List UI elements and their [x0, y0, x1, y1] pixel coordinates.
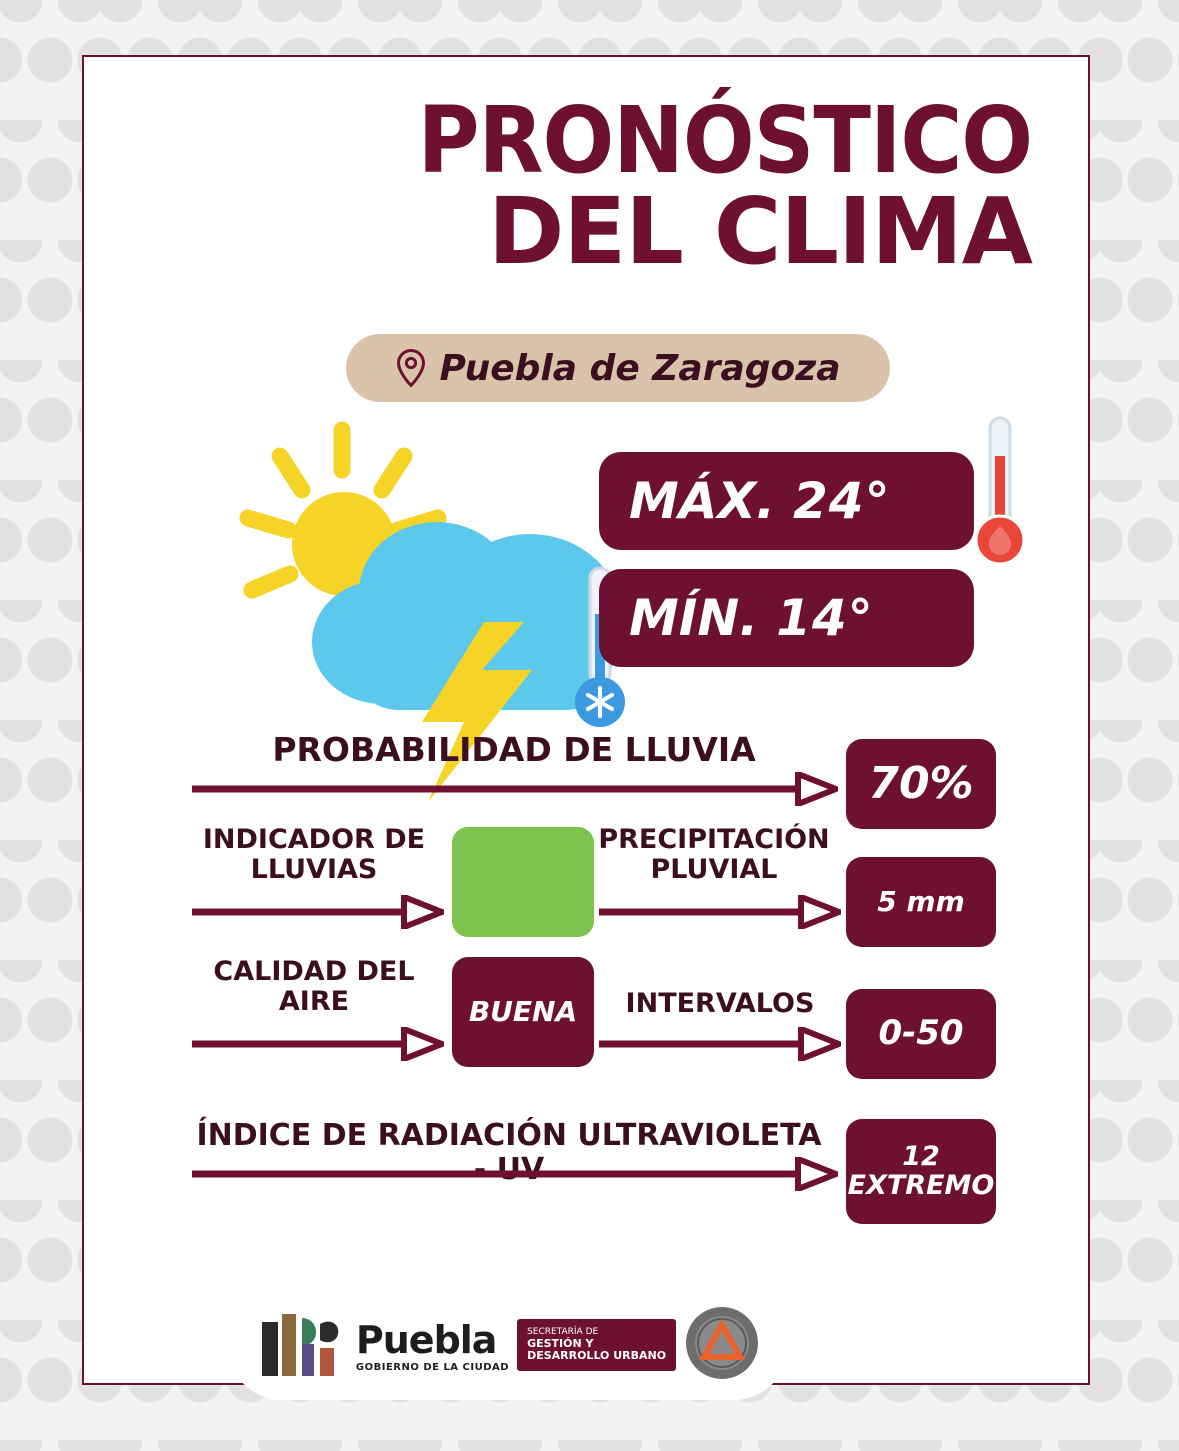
uv-index-label: ÍNDICE DE RADIACIÓN ULTRAVIOLETA - UV	[196, 1118, 822, 1187]
puebla-logo-word: Puebla	[355, 1317, 497, 1362]
rain-indicator-arrow-icon	[192, 895, 444, 934]
proteccion-civil-icon	[684, 1305, 760, 1386]
title-line-2: DEL CLIMA	[488, 178, 1032, 286]
precipitation-arrow-icon	[599, 895, 841, 934]
puebla-crest-icon	[256, 1304, 348, 1387]
secretaria-line-2: GESTIÓN Y	[527, 1336, 594, 1350]
precipitation-label-line2: PLUVIAL	[650, 854, 778, 886]
uv-index-number: 12	[902, 1141, 940, 1173]
footer-logos	[228, 1290, 788, 1400]
precipitation-label	[584, 825, 844, 885]
air-quality-arrow-icon	[192, 1027, 444, 1066]
secretaria-line-1: SECRETARÍA DE	[527, 1327, 599, 1338]
uv-index-arrow-icon	[192, 1157, 838, 1196]
uv-index-value	[846, 1119, 996, 1224]
rain-probability-value: 70%	[846, 739, 996, 829]
rain-indicator-color-swatch	[452, 827, 594, 937]
max-temperature-chip	[599, 452, 974, 550]
page-title	[84, 87, 1088, 286]
rain-indicator-label-line1: INDICADOR DE	[202, 824, 426, 855]
max-temperature-value: 24°	[793, 472, 891, 530]
location-label: Puebla de Zaragoza	[439, 347, 841, 389]
title-line-1: PRONÓSTICO	[417, 87, 1032, 194]
secretaria-logo	[517, 1319, 676, 1371]
secretaria-line-3: DESARROLLO URBANO	[527, 1349, 667, 1363]
intervals-value: 0-50	[846, 989, 996, 1079]
location-badge	[346, 334, 890, 402]
puebla-logo-sub: GOBIERNO DE LA CIUDAD	[355, 1361, 510, 1373]
precipitation-label-line1: PRECIPITACIÓN	[598, 824, 830, 855]
rain-indicator-label-line2: LLUVIAS	[250, 854, 378, 886]
min-temperature-value: 14°	[776, 589, 874, 647]
air-quality-label-line1: CALIDAD DEL	[213, 956, 415, 987]
min-temperature-chip	[599, 569, 974, 667]
intervals-arrow-icon	[599, 1027, 841, 1066]
rain-indicator-label	[194, 825, 434, 885]
intervals-label: INTERVALOS	[625, 988, 815, 1019]
uv-index-text: EXTREMO	[847, 1169, 995, 1201]
map-pin-icon	[396, 349, 426, 387]
poster-card	[82, 55, 1090, 1385]
puebla-logo	[356, 1318, 509, 1373]
air-quality-label	[194, 957, 434, 1017]
precipitation-value: 5 mm	[846, 857, 996, 947]
rain-probability-label: PROBABILIDAD DE LLUVIA	[272, 730, 756, 769]
min-temperature-label: MÍN.	[629, 589, 759, 647]
max-temperature-label: MÁX.	[629, 472, 775, 530]
air-quality-value: BUENA	[452, 957, 594, 1067]
air-quality-label-line2: AIRE	[278, 986, 350, 1018]
rain-probability-arrow-icon	[192, 772, 838, 811]
thermometer-hot-icon	[964, 412, 1036, 572]
